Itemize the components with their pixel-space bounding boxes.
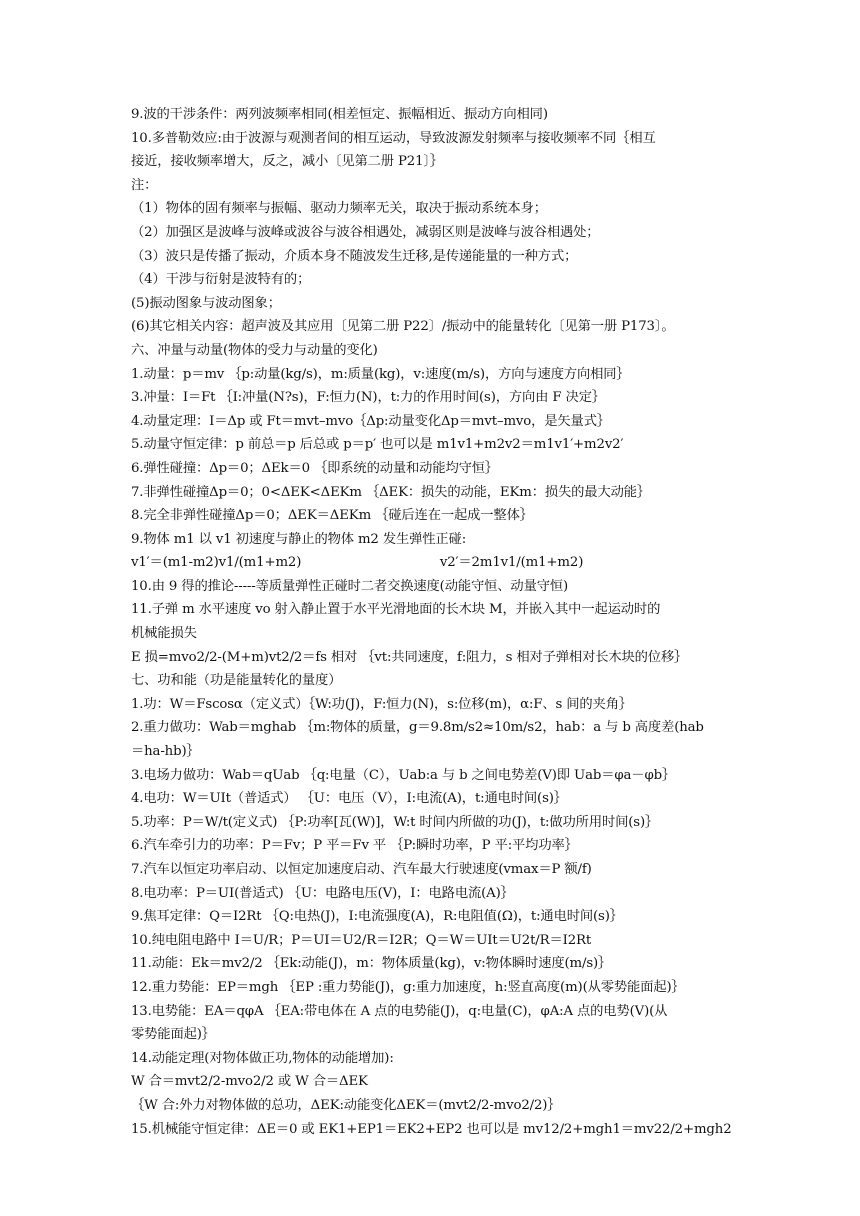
text-line-34: 8.电功率：P＝UI(普适式) ｛U：电路电压(V)，I：电路电流(A)｝ [131, 885, 514, 901]
text-line-38: 12.重力势能：EP＝mgh ｛EP :重力势能(J)，g:重力加速度，h:竖直高度(m)(从零势能面起)｝ [131, 979, 685, 995]
text-line-42: W 合＝mvt2/2-mvo2/2 或 W 合＝ΔEK [131, 1074, 368, 1090]
text-line-7: （3）波只是传播了振动，介质本身不随波发生迁移,是传递能量的一种方式； [131, 248, 578, 264]
text-line-9: (5)振动图象与波动图象； [131, 295, 281, 311]
text-line-26: 1.功：W＝Fscosα（定义式）｛W:功(J)，F:恒力(N)，s:位移(m)，α:F、s 间的夹角｝ [131, 696, 632, 712]
text-line-3: 接近，接收频率增大，反之，减小〔见第二册 P21〕｝ [131, 154, 444, 170]
text-line-40: 零势能面起)｝ [131, 1027, 215, 1043]
text-line-41: 14.动能定理(对物体做正功,物体的动能增加): [131, 1050, 394, 1066]
text-line-16: 6.弹性碰撞：Δp＝0；ΔEk＝0 ｛即系统的动量和动能均守恒｝ [131, 460, 499, 476]
text-line-30: 4.电功：W＝UIt（普适式） ｛U：电压（V），I:电流(A)，t:通电时间(s)｝ [131, 791, 567, 807]
text-line-31: 5.功率：P＝W/t(定义式) ｛P:功率[瓦(W)]，W:t 时间内所做的功(J)，t:做功所用时间(s)｝ [131, 814, 659, 830]
text-line-19: 9.物体 m1 以 v1 初速度与静止的物体 m2 发生弹性正碰: [131, 531, 467, 547]
text-line-27: 2.重力做功：Wab＝mghab ｛m:物体的质量，g＝9.8m/s2≈10m/s2，hab：a 与 b 高度差(hab [131, 720, 704, 736]
text-line-23: 机械能损失 [131, 626, 197, 642]
document-body [131, 103, 741, 1141]
text-line-24: E 损=mvo2/2-(M+m)vt2/2＝fs 相对 ｛vt:共同速度，f:阻力，s 相对子弹相对长木块的位移｝ [131, 649, 688, 665]
text-line-21: 10.由 9 得的推论-----等质量弹性正碰时二者交换速度(动能守恒、动量守恒) [131, 578, 569, 594]
text-line-1: 9.波的干涉条件：两列波频率相同(相差恒定、振幅相近、振动方向相同) [131, 107, 548, 122]
text-line-29: 3.电场力做功：Wab＝qUab ｛q:电量（C），Uab:a 与 b 之间电势差(V)即 Uab＝φa－φb｝ [131, 767, 676, 783]
text-line-15: 5.动量守恒定律：p 前总＝p 后总或 p＝p′ 也可以是 m1v1+m2v2＝m1v1′+m2v2′ [131, 437, 624, 453]
text-line-39: 13.电势能：EA＝qφA ｛EA:带电体在 A 点的电势能(J)，q:电量(C)，φA:A 点的电势(V)(从 [131, 1003, 668, 1019]
text-line-43: ｛W 合:外力对物体做的总功，ΔEK:动能变化ΔEK＝(mvt2/2-mvo2/2)｝ [131, 1097, 561, 1113]
text-line-5: （1）物体的固有频率与振幅、驱动力频率无关，取决于振动系统本身； [131, 201, 547, 217]
text-line-6: （2）加强区是波峰与波峰或波谷与波谷相遇处，减弱区则是波峰与波谷相遇处； [131, 224, 600, 240]
text-line-17: 7.非弹性碰撞Δp＝0；0<ΔEK<ΔEKm ｛ΔEK：损失的动能，EKm：损失的最大动能｝ [131, 484, 651, 500]
text-line-32: 6.汽车牵引力的功率：P＝Fv；P 平＝Fv 平 ｛P:瞬时功率，P 平:平均功率｝ [131, 838, 578, 854]
text-line-22: 11.子弹 m 水平速度 vo 射入静止置于水平光滑地面的长木块 M，并嵌入其中一起运动时的 [131, 602, 661, 618]
text-line-14: 4.动量定理：I＝Δp 或 Ft＝mvt–mvo｛Δp:动量变化Δp＝mvt–mvo，是矢量式｝ [131, 413, 610, 429]
text-line-2: 10.多普勒效应:由于波源与观测者间的相互运动，导致波源发射频率与接收频率不同｛相互 [131, 130, 656, 146]
text-line-12: 1.动量：p＝mv ｛p:动量(kg/s)，m:质量(kg)，v:速度(m/s)，方向与速度方向相同｝ [131, 366, 630, 382]
text-line-33: 7.汽车以恒定功率启动、以恒定加速度启动、汽车最大行驶速度(vmax＝P 额/f) [131, 862, 592, 877]
text-line-10: (6)其它相关内容：超声波及其应用〔见第二册 P22〕/振动中的能量转化〔见第一册 P173〕。 [131, 319, 675, 335]
text-line-37: 11.动能：Ek＝mv2/2 ｛Ek:动能(J)，m：物体质量(kg)，v:物体瞬时速度(m/s)｝ [131, 956, 612, 972]
text-line-13: 3.冲量：I＝Ft ｛I:冲量(N?s)，F:恒力(N)，t:力的作用时间(s)，方向由 F 决定｝ [131, 390, 605, 406]
text-line-35: 9.焦耳定律：Q＝I2Rt ｛Q:电热(J)，I:电流强度(A)，R:电阻值(Ω)，t:通电时间(s)｝ [131, 909, 623, 925]
text-line-20: v1′＝(m1-m2)v1/(m1+m2) v2′＝2m1v1/(m1+m2) [131, 555, 584, 571]
text-line-8: （4）干涉与衍射是波特有的； [131, 272, 311, 288]
text-line-36: 10.纯电阻电路中 I＝U/R；P＝UI＝U2/R＝I2R；Q＝W＝UIt＝U2t/R＝I2Rt [131, 932, 592, 948]
section-heading-work-energy: 七、功和能（功是能量转化的量度） [131, 673, 342, 689]
section-heading-momentum: 六、冲量与动量(物体的受力与动量的变化) [131, 342, 378, 358]
text-line-18: 8.完全非弹性碰撞Δp＝0；ΔEK＝ΔEKm ｛碰后连在一起成一整体｝ [131, 508, 533, 524]
text-line-44: 15.机械能守恒定律：ΔE＝0 或 EK1+EP1＝EK2+EP2 也可以是 mv12/2+mgh1＝mv22/2+mgh2 [131, 1121, 732, 1137]
text-line-28: ＝ha-hb)｝ [131, 744, 200, 760]
text-line-4: 注： [131, 177, 158, 193]
